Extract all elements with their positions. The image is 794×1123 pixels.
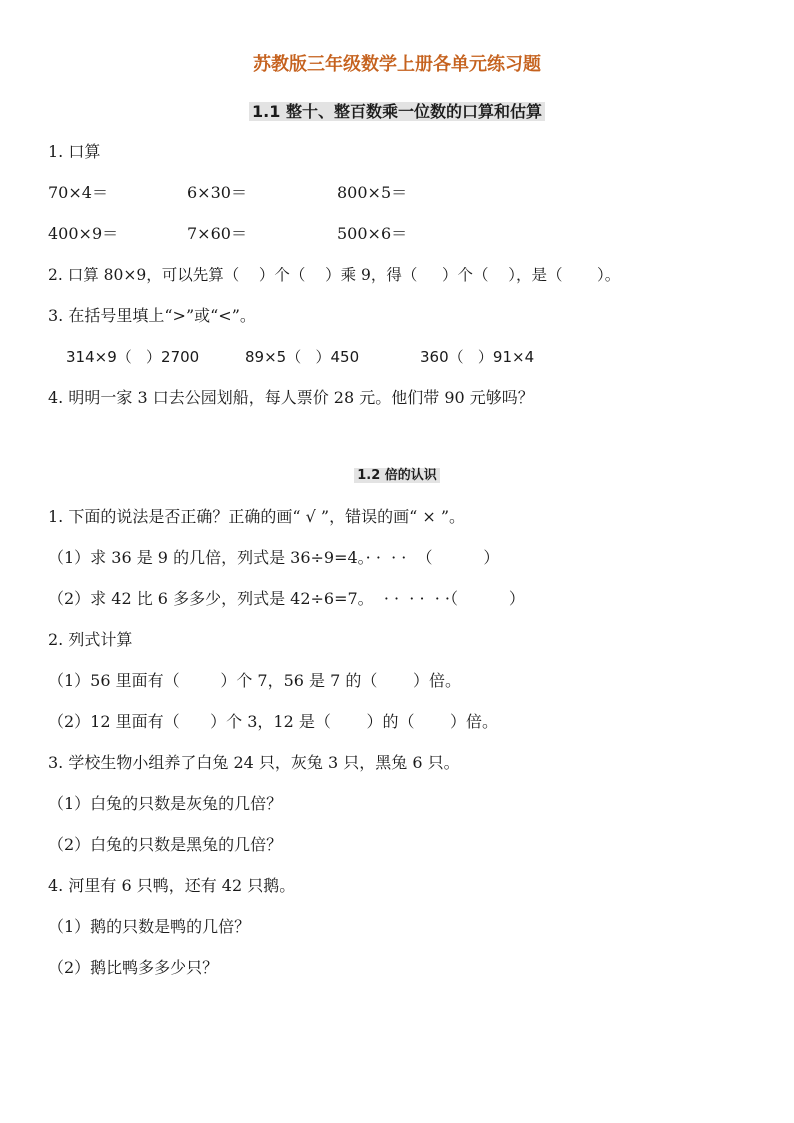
question-4: 4. 河里有 6 只鸭，还有 42 只鹅。 xyxy=(48,876,296,895)
calc-item: 400×9＝ xyxy=(48,224,119,243)
question-2-part-1: （1）56 里面有（ ）个 7，56 是 7 的（ ）倍。 xyxy=(48,671,461,690)
page-title: 苏教版三年级数学上册各单元练习题 xyxy=(253,54,541,75)
compare-item: 89×5（ ）450 xyxy=(245,348,360,366)
question-3: 3. 在括号里填上“>”或“<”。 xyxy=(48,306,256,325)
question-1-label: 1. 口算 xyxy=(48,142,101,161)
calc-item: 800×5＝ xyxy=(337,183,408,202)
question-1-part-1: （1）求 36 是 9 的几倍，列式是 36÷9=4。· · · · （ ） xyxy=(48,548,500,567)
calc-item: 6×30＝ xyxy=(187,183,247,202)
section-heading-1-1 xyxy=(0,101,794,123)
question-4: 4. 明明一家 3 口去公园划船，每人票价 28 元。他们带 90 元够吗？ xyxy=(48,388,534,407)
question-4-part-1: （1）鹅的只数是鸭的几倍？ xyxy=(48,917,251,936)
section-heading-text: 1.1 整十、整百数乘一位数的口算和估算 xyxy=(249,102,545,121)
question-4-part-2: （2）鹅比鸭多多少只？ xyxy=(48,958,219,977)
question-2: 2. 口算 80×9，可以先算（ ）个（ ）乘 9，得（ ）个（ ），是（ ）。 xyxy=(48,266,621,284)
section-heading-1-2 xyxy=(0,465,794,487)
question-2: 2. 列式计算 xyxy=(48,630,133,649)
question-3: 3. 学校生物小组养了白兔 24 只，灰兔 3 只，黑兔 6 只。 xyxy=(48,753,460,772)
calc-item: 70×4＝ xyxy=(48,183,108,202)
question-3-part-2: （2）白兔的只数是黑兔的几倍？ xyxy=(48,835,283,854)
question-2-part-2: （2）12 里面有（ ）个 3，12 是（ ）的（ ）倍。 xyxy=(48,712,499,731)
question-1: 1. 下面的说法是否正确？正确的画“ √ ”，错误的画“ × ”。 xyxy=(48,507,466,526)
question-1-part-2: （2）求 42 比 6 多多少，列式是 42÷6=7。 · · · · · ·（ ） xyxy=(48,589,525,608)
question-3-part-1: （1）白兔的只数是灰兔的几倍？ xyxy=(48,794,283,813)
section-heading-text: 1.2 倍的认识 xyxy=(354,468,440,483)
compare-item: 314×9（ ）2700 xyxy=(66,348,200,366)
calc-item: 500×6＝ xyxy=(337,224,408,243)
calc-item: 7×60＝ xyxy=(187,224,247,243)
compare-item: 360（ ）91×4 xyxy=(420,348,535,366)
